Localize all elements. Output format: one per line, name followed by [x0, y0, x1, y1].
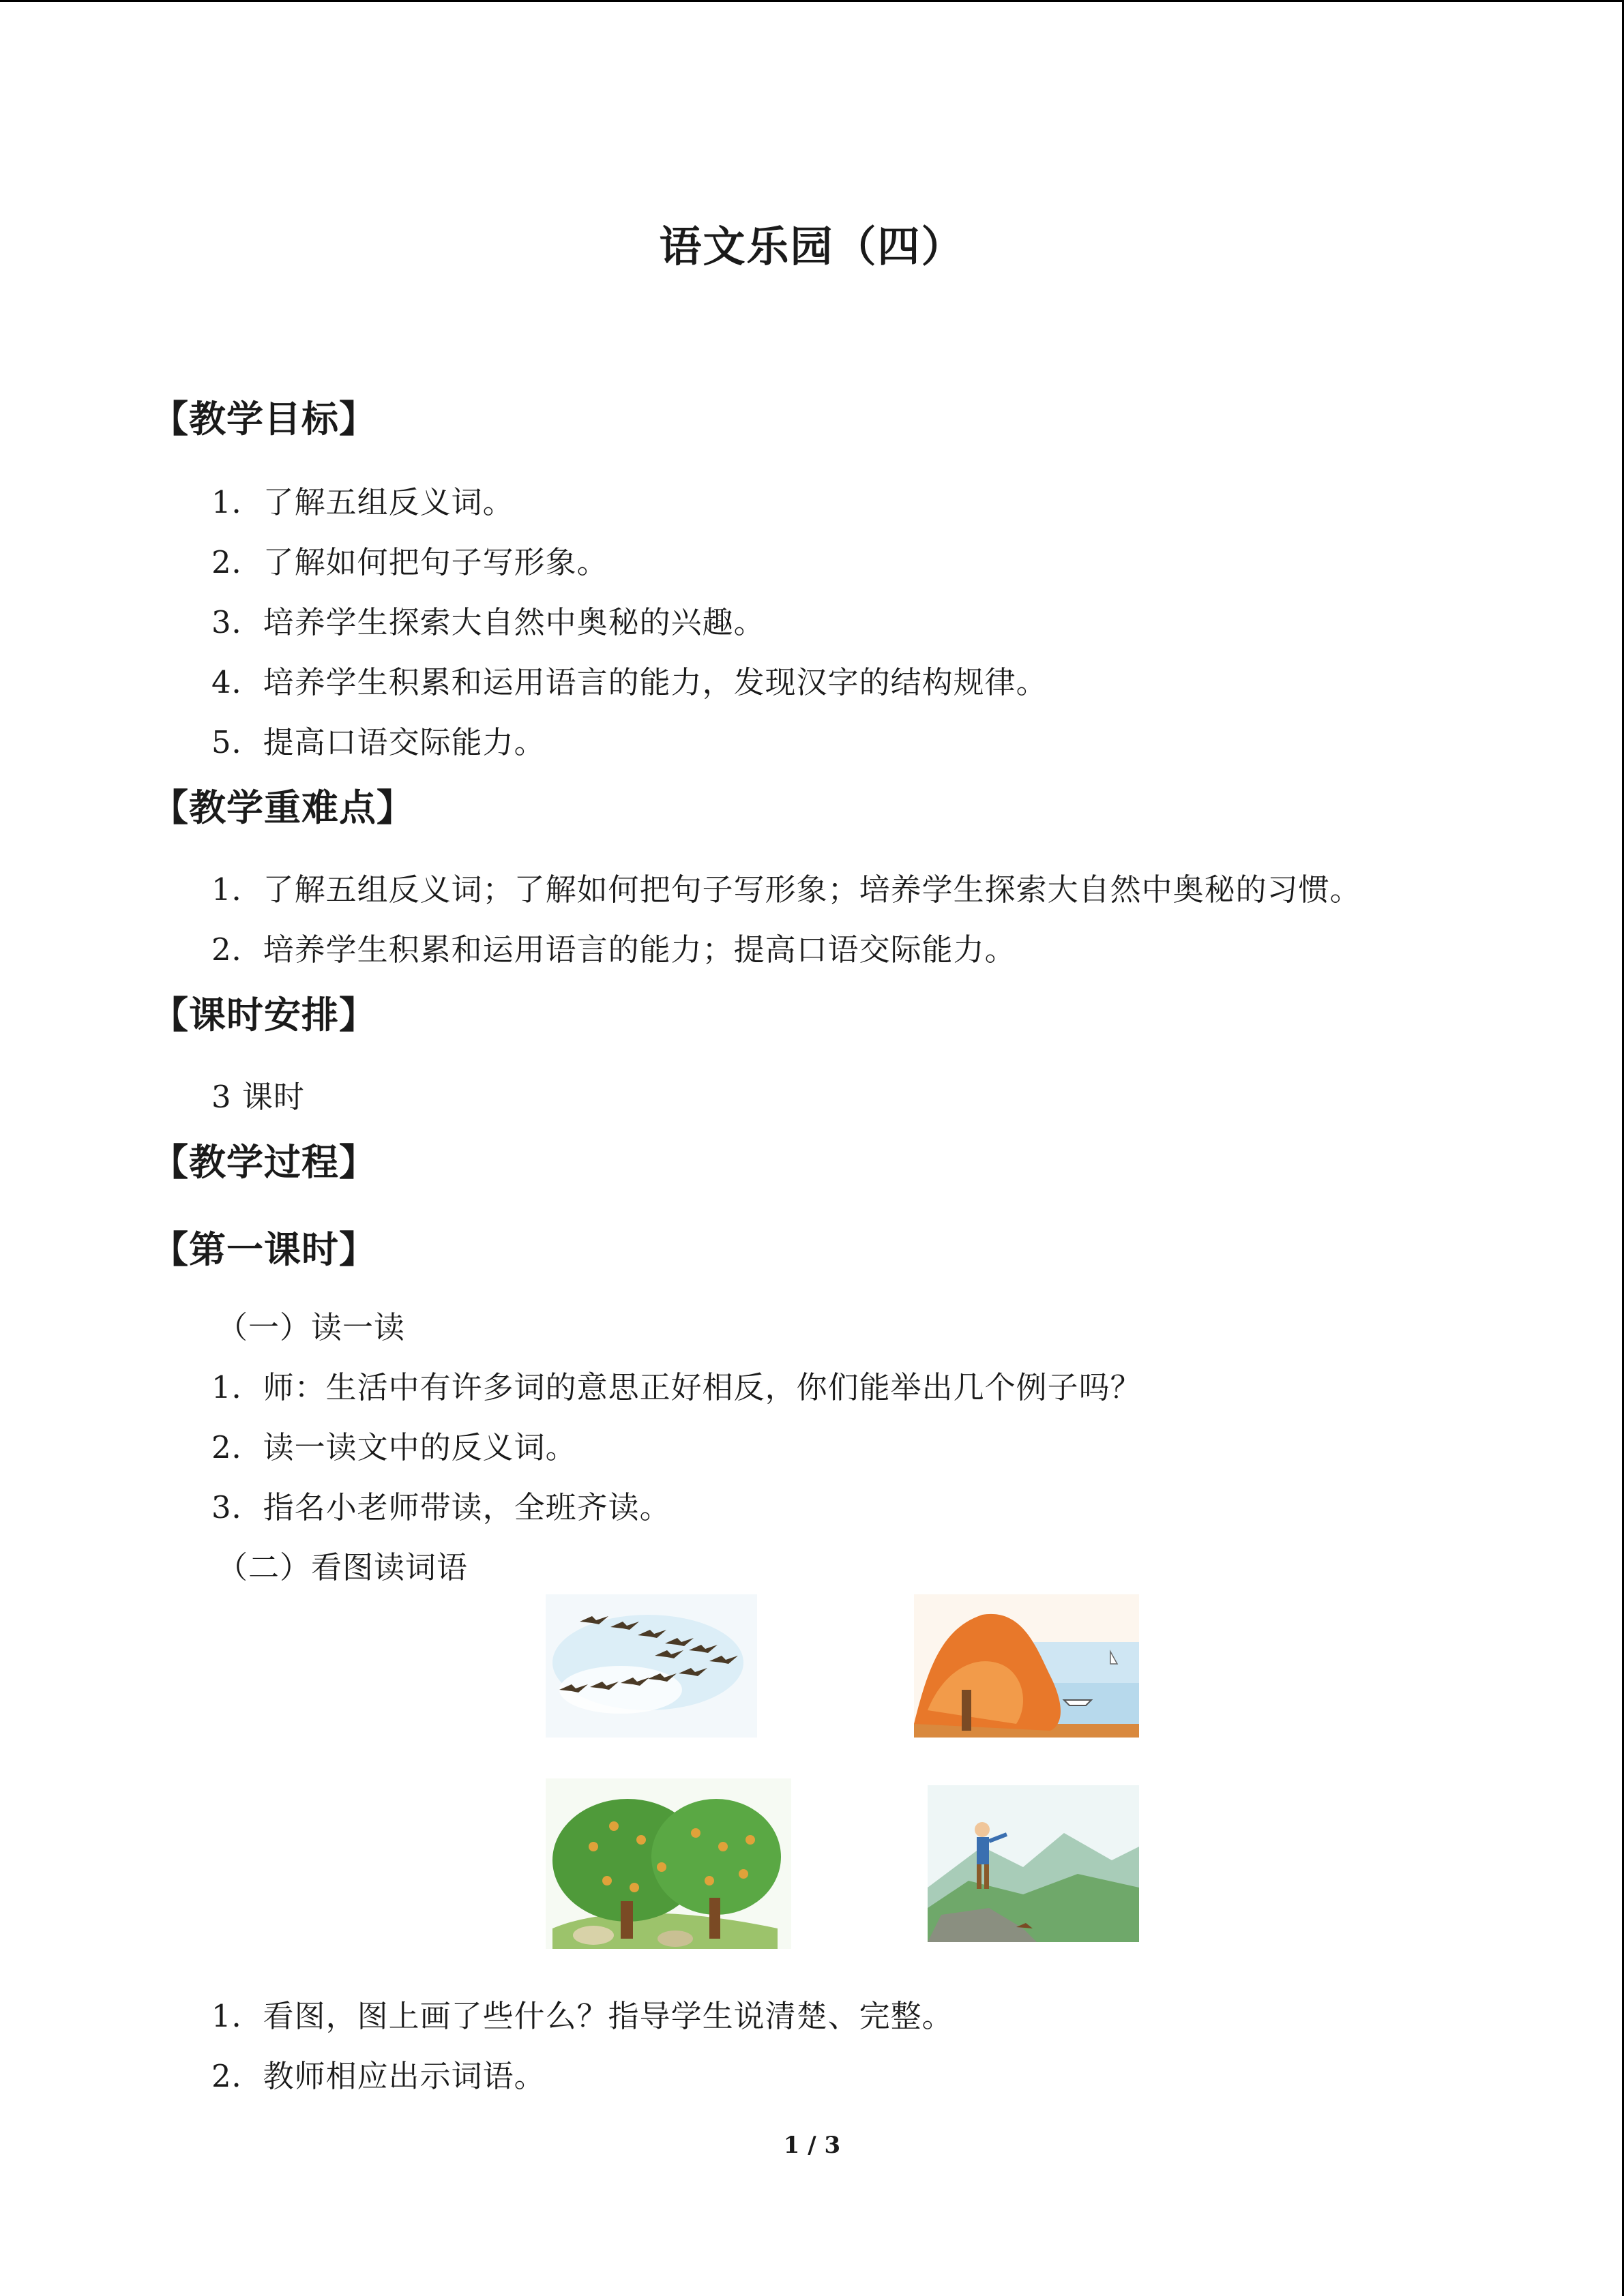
lesson-item: 2．读一读文中的反义词。	[211, 1429, 577, 1465]
subsection-title: （二）看图读词语	[217, 1549, 469, 1585]
lesson-item: 3．指名小老师带读，全班齐读。	[211, 1489, 671, 1525]
illustration-grid	[546, 1587, 1146, 1956]
heading-teaching-goals: 【教学目标】	[151, 397, 377, 441]
page-border-top	[0, 0, 1624, 2]
heading-schedule: 【课时安排】	[151, 993, 377, 1037]
autumn-tree-seaside-icon	[914, 1594, 1139, 1738]
heading-lesson-1: 【第一课时】	[151, 1227, 377, 1271]
goal-item: 4．培养学生积累和运用语言的能力，发现汉字的结构规律。	[211, 664, 1048, 700]
goal-item: 1．了解五组反义词。	[211, 484, 514, 520]
heading-key-points: 【教学重难点】	[151, 786, 414, 829]
lesson-item: 1．看图，图上画了些什么？指导学生说清楚、完整。	[211, 1998, 954, 2034]
goal-item: 3．培养学生探索大自然中奥秘的兴趣。	[211, 604, 765, 640]
goal-item: 2．了解如何把句子写形象。	[211, 544, 608, 580]
heading-teaching-process: 【教学过程】	[151, 1140, 377, 1184]
subsection-title: （一）读一读	[217, 1309, 406, 1345]
schedule-text: 3 课时	[211, 1079, 305, 1115]
document-title: 语文乐园（四）	[659, 222, 965, 271]
goal-item: 5．提高口语交际能力。	[211, 724, 546, 760]
page-number: 1 / 3	[783, 2132, 841, 2159]
hiker-mountains-icon	[928, 1785, 1139, 1942]
lesson-item: 1．师：生活中有许多词的意思正好相反，你们能举出几个例子吗？	[211, 1369, 1142, 1405]
key-point-item: 2．培养学生积累和运用语言的能力；提高口语交际能力。	[211, 931, 1016, 968]
fruit-trees-icon	[546, 1778, 791, 1949]
key-point-item: 1．了解五组反义词；了解如何把句子写形象；培养学生探索大自然中奥秘的习惯。	[211, 871, 1361, 908]
lesson-item: 2．教师相应出示词语。	[211, 2058, 546, 2094]
birds-flying-icon	[546, 1594, 757, 1738]
